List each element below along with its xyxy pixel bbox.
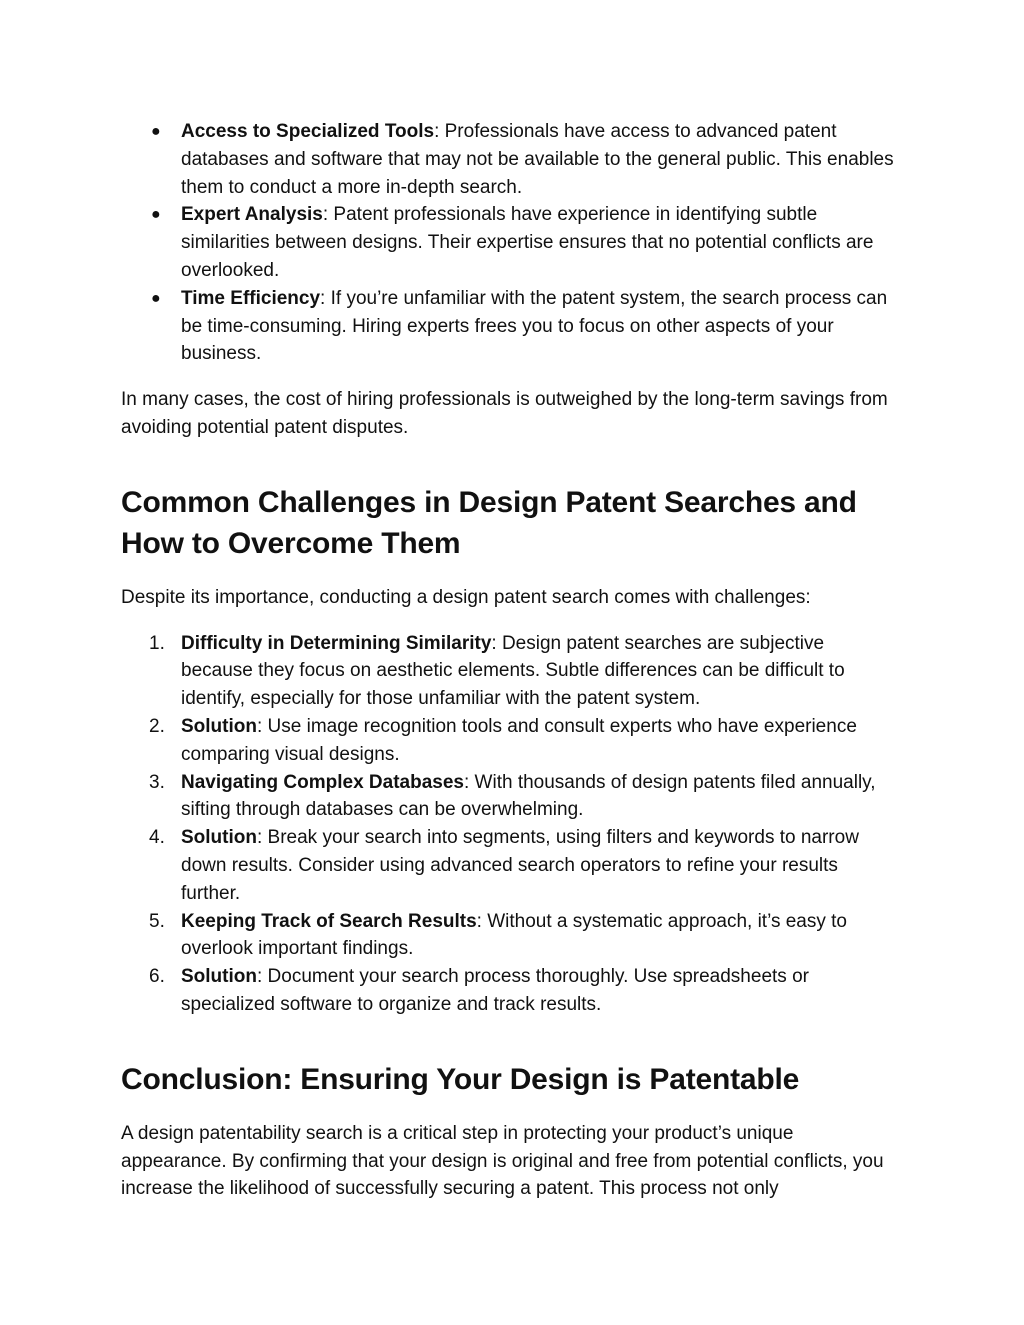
paragraph-cost: In many cases, the cost of hiring professionals is outweighed by the long-term savings from avoiding potential patent disputes. [121, 389, 888, 438]
list-item-text: : Use image recognition tools and consult experts who have experience comparing visual designs. [181, 715, 857, 765]
benefits-list [121, 118, 901, 368]
list-item-text: : Professionals have access to advanced patent databases and software that may not be available to the general public. This enables them to conduct a more in-depth search. [181, 121, 894, 198]
list-item [121, 713, 901, 769]
list-item [121, 908, 901, 964]
list-item-text: : With thousands of design patents filed annually, sifting through databases can be overwhelming. [181, 771, 876, 821]
list-item-term: Solution [181, 966, 257, 988]
list-item [121, 769, 901, 825]
document-page [121, 118, 901, 1203]
list-item-text: : If you’re unfamiliar with the patent system, the search process can be time-consuming. Hiring experts frees you to focus on other aspects of your business. [181, 287, 888, 365]
list-item-term: Access to Specialized Tools [181, 121, 435, 142]
bullet-marker: ● [151, 289, 161, 307]
list-item-text: : Design patent searches are subjective because they focus on aesthetic elements. Subtle differences can be difficult to identify, especially for those unfamiliar with the patent system. [181, 632, 845, 710]
list-item-term: Expert Analysis [181, 204, 323, 226]
list-item-term: Solution [181, 715, 257, 737]
bullet-marker: ● [151, 123, 161, 140]
list-item-term: Navigating Complex Databases [181, 771, 464, 793]
list-item-text: : Without a systematic approach, it’s easy to overlook important findings. [181, 910, 847, 960]
section-heading-challenges: Common Challenges in Design Patent Searches and How to Overcome Them [121, 485, 857, 560]
list-number: 3. [149, 771, 165, 793]
bullet-marker: ● [151, 206, 161, 224]
list-item-text: : Patent professionals have experience in identifying subtle similarities between designs. Their expertise ensures that no potential conflicts are overlooked. [181, 204, 874, 281]
challenges-list [121, 630, 901, 1019]
list-item-term: Time Efficiency [181, 287, 321, 309]
list-number: 2. [149, 715, 165, 737]
list-item-text: : Document your search process thoroughly. Use spreadsheets or specialized software to organize and track results. [181, 966, 809, 1015]
list-item [121, 963, 901, 1019]
list-item-text: : Break your search into segments, using filters and keywords to narrow down results. Consider using advanced search operators to refine your results further. [181, 827, 859, 904]
list-number: 6. [149, 966, 165, 988]
list-item-term: Keeping Track of Search Results [181, 910, 477, 932]
list-item [121, 630, 901, 713]
list-item-term: Solution [181, 827, 257, 849]
list-number: 5. [149, 910, 165, 932]
list-number: 1. [149, 632, 165, 654]
list-item [121, 285, 901, 368]
list-item [121, 201, 901, 284]
paragraph-challenges-intro: Despite its importance, conducting a design patent search comes with challenges: [121, 586, 811, 608]
list-item-term: Difficulty in Determining Similarity [181, 632, 492, 654]
list-item [121, 824, 901, 907]
paragraph-conclusion: A design patentability search is a critical step in protecting your product’s unique appearance. By confirming that your design is original and free from potential conflicts, you increase the likelihood of successfully securing a patent. This process not only [121, 1122, 884, 1200]
section-heading-conclusion: Conclusion: Ensuring Your Design is Patentable [121, 1062, 800, 1096]
list-number: 4. [149, 827, 165, 849]
list-item [121, 118, 901, 201]
